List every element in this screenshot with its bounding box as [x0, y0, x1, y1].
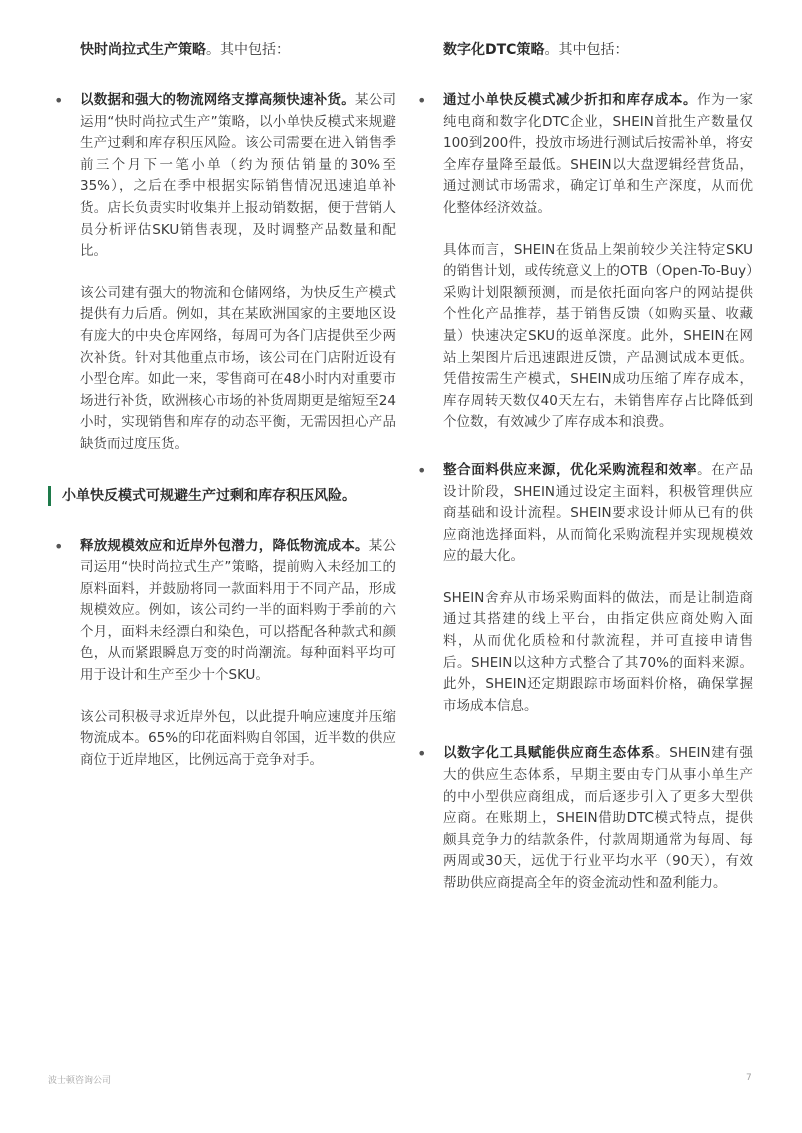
- bullet-icon: •: [54, 536, 64, 556]
- right-item-2-text: 整合面料供应来源，优化采购流程和效率。在产品设计阶段，SHEIN通过设定主面料，积极管理供应商基础和设计流程。SHEIN要求设计师从已有的供应商池选择面料，从而简化采购流程并实现规模效应的最大化。: [443, 461, 754, 565]
- left-item-1-text: 以数据和强大的物流网络支撑高频快速补货。某公司运用“快时尚拉式生产”策略，以小单快反模式来规避生产过剩和库存积压风险。该公司需要在进入销售季前三个月下一笔小单（约为预估销量的30%至35%），之后在季中根据实际销售情况迅速追单补货。店长负责实时收集并上报动销数据，便于营销人员分析评估SKU销售表现，及时调整产品数量和配比。: [80, 92, 396, 260]
- right-bullet-item-3: [417, 743, 753, 894]
- left-item-2-text: 释放规模效应和近岸外包潜力，降低物流成本。某公司运用“快时尚拉式生产”策略，提前购入未经加工的原料面料，并鼓励将同一款面料用于不同产品，形成规模效应。例如，该公司约一半的面料购于季前的六个月，面料未经漂白和染色，可以搭配各种款式和颜色，从而紧跟瞬息万变的时尚潮流。每种面料平均可用于设计和生产至少十个SKU。: [80, 537, 396, 684]
- right-item-2-title: 整合面料供应来源，优化采购流程和效率: [443, 461, 698, 478]
- right-column: [417, 40, 754, 895]
- section-heading: 小单快反模式可规避生产过剩和库存积压风险。: [48, 486, 396, 506]
- right-item-1-text: 通过小单快反模式减少折扣和库存成本。作为一家纯电商和数字化DTC企业，SHEIN首批生产数量仅100到200件，投放市场进行测试后按需补单，将安全库存量降至最低。SHEIN以大盘逻辑经营货品，通过测试市场需求，确定订单和生产深度，从而优化整体经济效益。: [443, 92, 754, 216]
- left-item-2-title: 释放规模效应和近岸外包潜力，降低物流成本: [80, 537, 355, 554]
- left-item-1-paragraph-2: 该公司建有强大的物流和仓储网络，为快反生产模式提供有力后盾。例如，其在某欧洲国家的主要地区设有庞大的中央仓库网络，每周可为各门店提供至少两次补货。针对其他重点市场，该公司在门店附近设有小型仓库。如此一来，零售商可在48小时内对重要市场进行补货，欧洲核心市场的补货周期更是缩短至24小时，实现销售和库存的动态平衡，无需因担心产品缺货而过度压货。: [80, 284, 396, 452]
- right-bullet-item-2: [417, 460, 754, 718]
- left-column: [54, 40, 396, 771]
- right-intro: 数字化DTC策略。其中包括：: [443, 42, 629, 58]
- bullet-icon: •: [417, 744, 427, 764]
- right-item-3-title: 以数字化工具赋能供应商生态体系: [443, 745, 656, 762]
- left-bullet-item-1: [54, 90, 396, 456]
- left-bullet-item-2: [54, 536, 396, 772]
- footer-company: 波士顿咨询公司: [48, 1076, 112, 1086]
- left-intro: 快时尚拉式生产策略。其中包括：: [80, 42, 290, 58]
- right-bullet-item-1: [417, 90, 754, 434]
- right-item-2-paragraph-2: SHEIN舍弃从市场采购面料的做法，而是让制造商通过其搭建的线上平台，由指定供应商处购入面料，从而优化质检和付款流程，并可直接申请售后。SHEIN以这种方式整合了其70%的面料来源。此外，SHEIN还定期跟踪市场面料价格，确保掌握市场成本信息。: [443, 589, 753, 714]
- left-intro-strategy: 快时尚拉式生产策略: [80, 42, 206, 58]
- left-item-2-paragraph-2: 该公司积极寻求近岸外包，以此提升响应速度并压缩物流成本。65%的印花面料购自邻国，近半数的供应商位于近岸地区，比例远高于竞争对手。: [80, 708, 396, 768]
- bullet-icon: •: [417, 460, 427, 480]
- right-item-3-text: 以数字化工具赋能供应商生态体系。SHEIN建有强大的供应生态体系，早期主要由专门从事小单生产的中小型供应商组成，而后逐步引入了更多大型供应商。在账期上，SHEIN借助DTC模式特点，提供颇具竞争力的结款条件，付款周期通常为每周、每两周或30天，远优于行业平均水平（90天），有效帮助供应商提高全年的资金流动性和盈利能力。: [443, 745, 753, 891]
- section-accent-bar: [48, 486, 51, 506]
- left-item-1-title: 以数据和强大的物流网络支撑高频快速补货。: [80, 92, 355, 108]
- right-intro-strategy: 数字化DTC策略: [443, 42, 545, 58]
- bullet-icon: •: [54, 91, 64, 110]
- right-item-1-title: 通过小单快反模式减少折扣和库存成本。: [443, 92, 698, 108]
- right-item-1-paragraph-2: 具体而言，SHEIN在货品上架前较少关注特定SKU的销售计划，或传统意义上的OTB（Open-To-Buy）采购计划限额预测，而是依托面向客户的网站提供个性化产品推荐，基于销售反馈（如购买量、收藏量）快速决定SKU的返单深度。此外，SHEIN在网站上架图片后迅速跟进反馈，产品测试成本更低。凭借按需生产模式，SHEIN成功压缩了库存成本，库存周转天数仅40天左右，未销售库存占比降低到个位数，有效减少了库存成本和浪费。: [443, 241, 753, 431]
- bullet-icon: •: [417, 91, 427, 110]
- footer-page-number: 7: [746, 1073, 752, 1083]
